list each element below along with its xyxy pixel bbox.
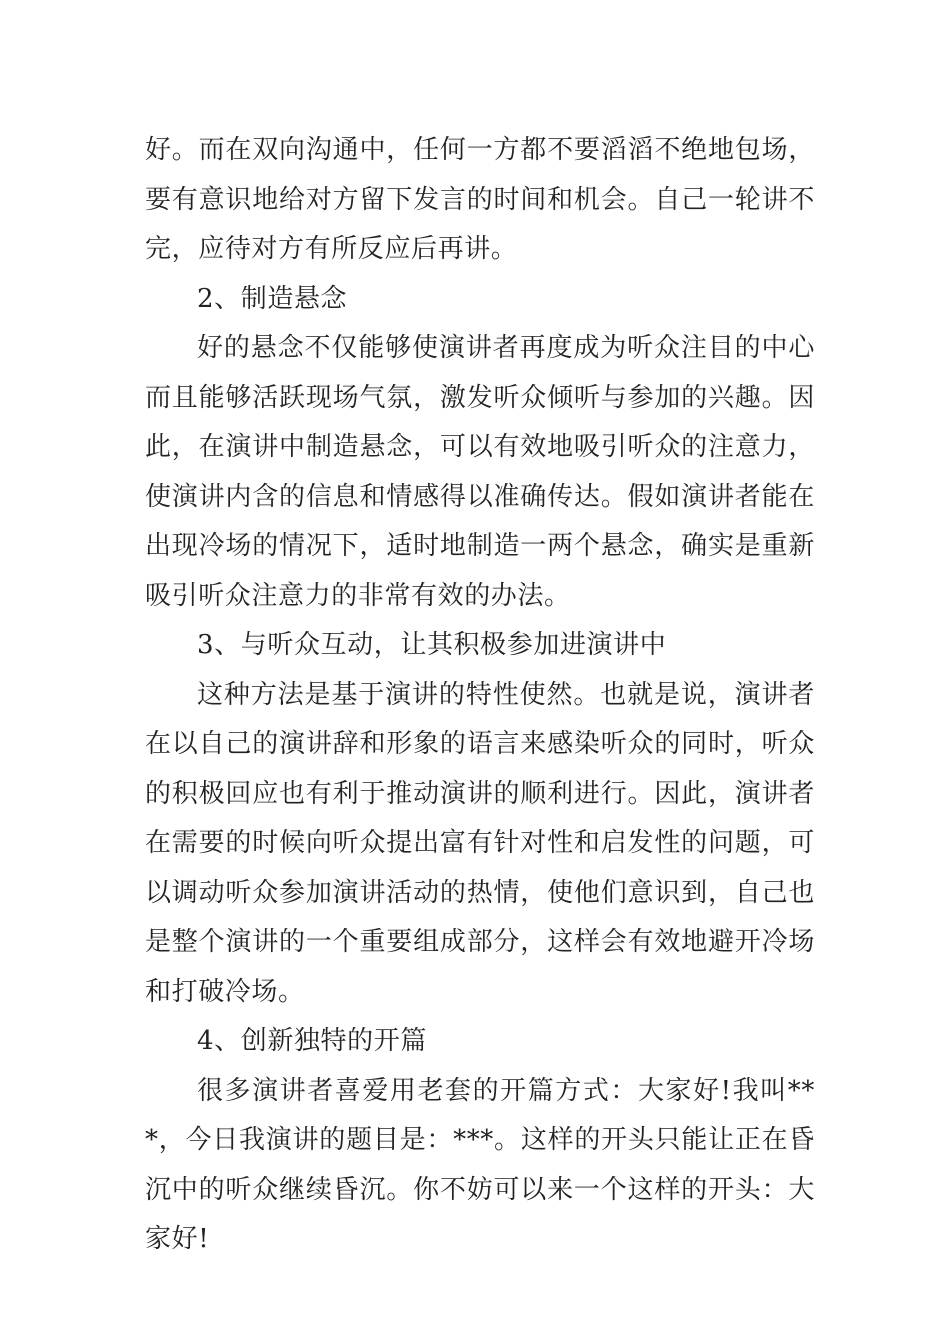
paragraph-4: 很多演讲者喜爱用老套的开篇方式：大家好!我叫***，今日我演讲的题目是：***。这样的开头只能让正在昏沉中的听众继续昏沉。你不妨可以来一个这样的开头：大家好!: [145, 1075, 815, 1254]
section-heading-2: 2、制造悬念: [197, 283, 348, 314]
paragraph-2: 好的悬念不仅能够使演讲者再度成为听众注目的中心而且能够活跃现场气氛，激发听众倾听与参加的兴趣。因此，在演讲中制造悬念，可以有效地吸引听众的注意力，使演讲内含的信息和情感得以准确传达。假如演讲者能在出现冷场的情况下，适时地制造一两个悬念，确实是重新吸引听众注意力的非常有效的办法。: [145, 333, 815, 611]
section-heading-3: 3、与听众互动，让其积极参加进演讲中: [197, 630, 667, 660]
document-body: [145, 126, 815, 1265]
paragraph-3: 这种方法是基于演讲的特性使然。也就是说，演讲者在以自己的演讲辞和形象的语言来感染听众的同时，听众的积极回应也有利于推动演讲的顺利进行。因此，演讲者在需要的时候向听众提出富有针对性和启发性的问题，可以调动听众参加演讲活动的热情，使他们意识到，自己也是整个演讲的一个重要组成部分，这样会有效地避开冷场和打破冷场。: [145, 679, 815, 1007]
paragraph-1: 好。而在双向沟通中，任何一方都不要滔滔不绝地包场，要有意识地给对方留下发言的时间和机会。自己一轮讲不完，应待对方有所反应后再讲。: [145, 135, 815, 264]
section-heading-4: 4、创新独特的开篇: [197, 1026, 427, 1056]
